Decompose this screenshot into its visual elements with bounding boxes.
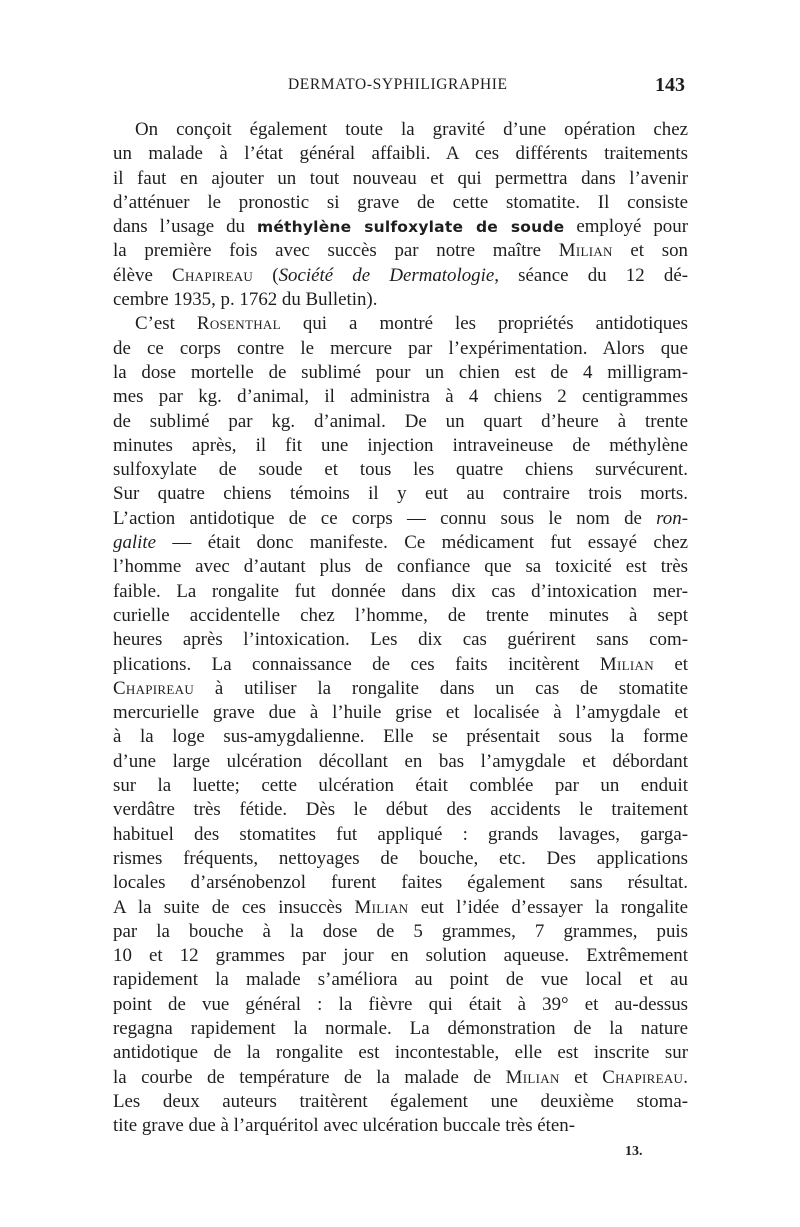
author-name: Rosenthal (196, 313, 281, 335)
text-line (113, 555, 688, 579)
text-line (113, 628, 688, 652)
text-run: il faut en ajouter un tout nouveau et qui permettra dans l’avenir (113, 167, 688, 189)
text-line (113, 896, 688, 920)
text-line (113, 312, 688, 336)
text-run: rapidement la malade s’améliora au point de vue local et au (113, 969, 688, 991)
text-run: un malade à l’état général affaibli. A ces différents traitements (113, 143, 688, 165)
text-run: ( (253, 264, 279, 286)
text-run: mercurielle grave due à l’huile grise et localisée à l’amygdale et (113, 702, 688, 724)
running-head-title: DERMATO-SYPHILIGRAPHIE (288, 76, 508, 93)
text-run: L’action antidotique de ce corps — connu sous le nom de (113, 507, 657, 529)
text-run: à la loge sus-amygdalienne. Elle se présentait sous la forme (113, 726, 688, 748)
author-name: Milian (558, 240, 613, 262)
text-run: Sur quatre chiens témoins il y eut au contraire trois morts. (113, 483, 688, 505)
text-run: et (653, 653, 688, 675)
text-run: de sublimé par kg. d’animal. De un quart d’heure à trente (113, 410, 688, 432)
text-line (113, 458, 688, 482)
author-name: Milian (354, 896, 409, 918)
text-line (113, 410, 688, 434)
text-run: la courbe de température de la malade de (113, 1066, 506, 1088)
text-run: cembre 1935, p. 1762 du Bulletin). (113, 289, 378, 311)
paragraph (113, 118, 688, 312)
text-line (113, 531, 688, 555)
text-line (113, 1090, 688, 1114)
text-line (113, 239, 688, 263)
text-line (113, 1066, 688, 1090)
text-line (113, 361, 688, 385)
text-run: et son (612, 240, 688, 262)
text-run: sulfoxylate de soude et tous les quatre chiens survécurent. (113, 459, 688, 481)
text-line (113, 482, 688, 506)
text-run: locales d’arsénobenzol furent faites également sans résultat. (113, 872, 688, 894)
text-line (113, 507, 688, 531)
text-run: et (559, 1066, 603, 1088)
author-name: Chapireau (602, 1066, 684, 1088)
text-line (113, 337, 688, 361)
text-run: dans l’usage du (113, 216, 257, 238)
paragraph (113, 312, 688, 1138)
text-run: heures après l’intoxication. Les dix cas guérirent sans com- (113, 629, 688, 651)
emphasized-term: méthylène sulfoxylate de soude (256, 218, 565, 237)
text-line (113, 847, 688, 871)
text-line (113, 215, 688, 239)
text-line (113, 142, 688, 166)
text-run: faible. La rongalite fut donnée dans dix cas d’intoxication mer- (113, 580, 688, 602)
text-line (113, 434, 688, 458)
text-line (113, 191, 688, 215)
text-run: qui a montré les propriétés antidotiques (280, 313, 688, 335)
author-name: Chapireau (113, 677, 195, 699)
author-name: Milian (599, 653, 654, 675)
text-run: habituel des stomatites fut appliqué : grands lavages, garga- (113, 823, 688, 845)
text-run: plications. La connaissance de ces faits incitèrent (113, 653, 600, 675)
text-run: mes par kg. d’animal, il administra à 4 chiens 2 centigrammes (113, 386, 688, 408)
text-run: . (683, 1066, 688, 1088)
text-line (113, 774, 688, 798)
text-run: C’est (135, 313, 197, 335)
text-line (113, 871, 688, 895)
text-line (113, 580, 688, 604)
text-run: A la suite de ces insuccès (113, 896, 355, 918)
text-run: regagna rapidement la normale. La démonstration de la nature (113, 1017, 688, 1039)
text-run: sur la luette; cette ulcération était comblée par un enduit (113, 775, 688, 797)
italic-text: ron- (656, 507, 688, 529)
text-line (113, 264, 688, 288)
text-line (113, 920, 688, 944)
text-line (113, 725, 688, 749)
text-line (113, 750, 688, 774)
text-run: de ce corps contre le mercure par l’expérimentation. Alors que (113, 337, 688, 359)
text-run: 10 et 12 grammes par jour en solution aqueuse. Extrêmement (113, 945, 688, 967)
text-run: rismes fréquents, nettoyages de bouche, etc. Des applications (113, 847, 688, 869)
text-run: d’une large ulcération décollant en bas l’amygdale et débordant (113, 750, 688, 772)
text-line (113, 1017, 688, 1041)
text-run: On conçoit également toute la gravité d’une opération chez (135, 119, 688, 140)
italic-text: galite (113, 532, 157, 554)
text-line (113, 118, 688, 142)
text-run: tite grave due à l’arquéritol avec ulcération buccale très éten- (113, 1115, 576, 1137)
text-line (113, 167, 688, 191)
text-run: curielle accidentelle chez l’homme, de trente minutes à sept (113, 604, 688, 626)
running-head (110, 76, 685, 102)
text-line (113, 944, 688, 968)
text-run: d’atténuer le pronostic si grave de cette stomatite. Il consiste (113, 191, 688, 213)
page-number: 143 (655, 74, 685, 96)
text-line (113, 385, 688, 409)
text-line (113, 604, 688, 628)
text-line (113, 1041, 688, 1065)
text-run: à utiliser la rongalite dans un cas de stomatite (194, 677, 688, 699)
text-run: antidotique de la rongalite est incontestable, elle est inscrite sur (113, 1042, 688, 1064)
text-line (113, 701, 688, 725)
text-line (113, 677, 688, 701)
author-name: Chapireau (172, 264, 254, 286)
text-run: point de vue général : la fièvre qui était à 39° et au-dessus (113, 993, 688, 1015)
italic-text: Société de Dermatologie (278, 264, 495, 286)
text-run: minutes après, il fit une injection intraveineuse de méthylène (113, 434, 688, 456)
text-run: eut l’idée d’essayer la rongalite (408, 896, 688, 918)
text-run: — était donc manifeste. Ce médicament fut essayé chez (156, 532, 688, 554)
text-line (113, 993, 688, 1017)
text-line (113, 288, 688, 312)
printer-signature-mark: 13. (625, 1144, 643, 1159)
text-run: l’homme avec d’autant plus de confiance que sa toxicité est très (113, 556, 688, 578)
text-line (113, 1114, 688, 1138)
text-run: par la bouche à la dose de 5 grammes, 7 grammes, puis (113, 920, 688, 942)
text-line (113, 798, 688, 822)
text-line (113, 968, 688, 992)
text-run: , séance du 12 dé- (494, 264, 688, 286)
author-name: Milian (505, 1066, 560, 1088)
text-line (113, 653, 688, 677)
text-line (113, 823, 688, 847)
text-run: élève (113, 264, 173, 286)
text-run: employé pour (564, 216, 688, 238)
text-run: la première fois avec succès par notre maître (113, 240, 559, 262)
text-run: verdâtre très fétide. Dès le début des accidents le traitement (113, 799, 688, 821)
text-run: Les deux auteurs traitèrent également une deuxième stoma- (113, 1090, 688, 1112)
text-run: la dose mortelle de sublimé pour un chien est de 4 milligram- (113, 361, 688, 383)
body-text (113, 118, 688, 1138)
